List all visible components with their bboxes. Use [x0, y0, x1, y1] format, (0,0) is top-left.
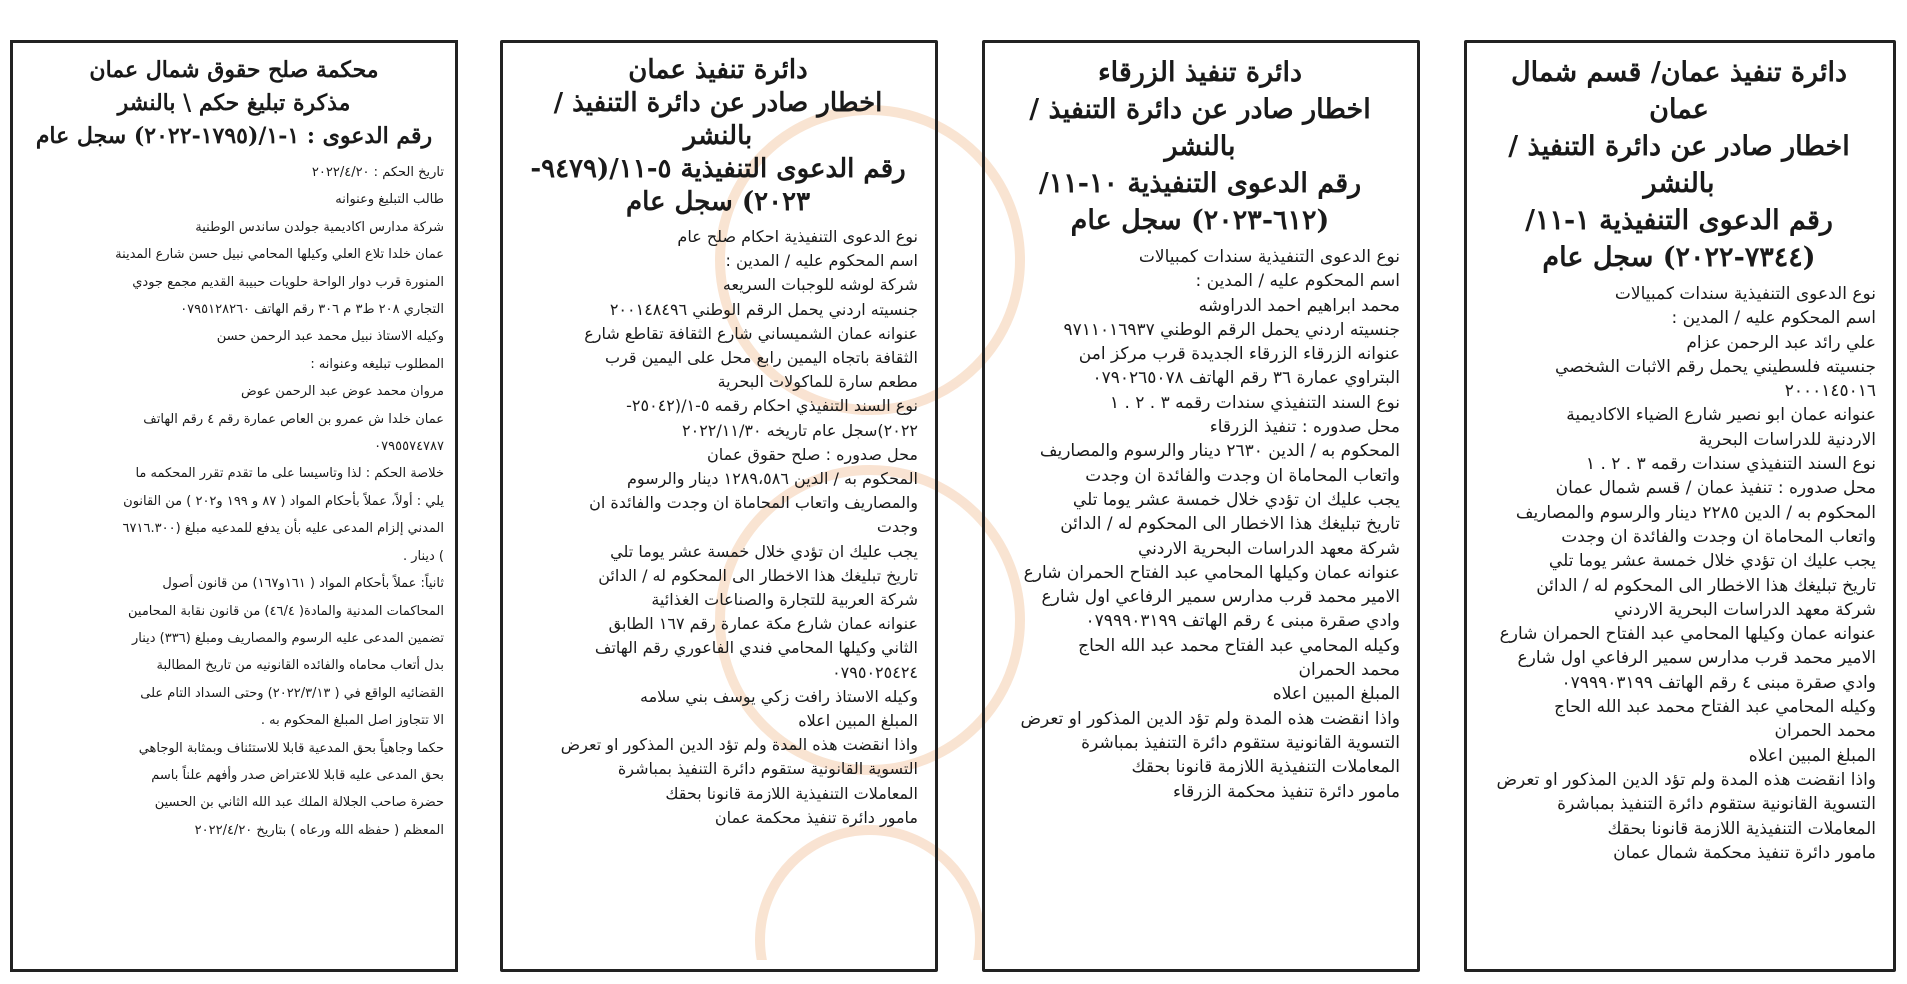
body-line: شركة مدارس اكاديمية جولدن ساندس الوطنية [195, 219, 444, 235]
body-line: المنورة قرب دوار الواحة حلويات حبيبة القديم مجمع جودي [132, 274, 444, 290]
title-line: محكمة صلح حقوق شمال عمان [89, 57, 379, 83]
body-line: واتعاب المحاماة ان وجدت والفائدة ان وجدت [1561, 526, 1876, 547]
body-line: عنوانه عمان الشميساني شارع الثقافة تقاطع شارع [584, 323, 918, 343]
notice-column-3 [500, 40, 938, 972]
body-line: المعظم ( حفظه الله ورعاه ) بتاريخ ٢٠٢٢/٤/٢٠ [194, 822, 444, 838]
title-line: ٢٠٢٣) سجل عام [625, 187, 811, 217]
body-line: المبلغ المبين اعلاه [1272, 684, 1400, 705]
body-line: تضمين المدعى عليه الرسوم والمصاريف ومبلغ (٣٣٦) دينار [131, 630, 444, 646]
body-line: تاريخ تبليغك هذا الاخطار الى المحكوم له / الدائن [598, 565, 918, 585]
body-line: شركة معهد الدراسات البحرية الاردني [1613, 599, 1876, 620]
body-line: المطلوب تبليغه وعنوانه : [310, 356, 444, 372]
body-line: نوع الدعوى التنفيذية احكام صلح عام [677, 227, 918, 246]
body-line: محل صدوره : تنفيذ الزرقاء [1209, 417, 1400, 438]
body-line: اسم المحكوم عليه / المدين : [1195, 271, 1400, 292]
body-line: مطعم سارة للماكولات البحرية [717, 372, 918, 392]
body-line: المحكوم به / الدين ٢٦٣٠ دينار والرسوم والمصاريف [1039, 441, 1400, 462]
notice-body [1000, 245, 1400, 804]
title-line: رقم الدعوى التنفيذية ٥-١١/(٩٤٧٩- [530, 154, 906, 184]
body-line: والمصاريف واتعاب المحاماة ان وجدت والفائدة ان [589, 493, 918, 513]
body-line: شركة لوشه للوجبات السريعه [722, 275, 918, 295]
body-line: وجدت [876, 517, 918, 537]
notice-body [24, 159, 444, 844]
body-line: التجاري ٢٠٨ ط٣ م ٣٠٦ رقم الهاتف ٠٧٩٥١٢٨٢٦٠ [180, 302, 444, 318]
body-line: خلاصة الحكم : لذا وتاسيسا على ما تقدم تقرر المحكمه ما [135, 466, 444, 482]
body-line: مروان محمد عوض عبد الرحمن عوض [240, 384, 444, 400]
notice-title [24, 54, 444, 153]
body-line: بدل أتعاب محاماه والفائده القانونيه من تاريخ المطالبة [156, 658, 444, 674]
body-line: جنسيته اردني يحمل الرقم الوطني ٩٧١١٠١٦٩٣٧ [1063, 319, 1400, 340]
body-line: ثانياً: عملاً بأحكام المواد ( ١٦١و١٦٧) من قانون أصول [162, 576, 444, 592]
body-line: مامور دائرة تنفيذ محكمة شمال عمان [1613, 842, 1876, 863]
title-line: دائرة تنفيذ عمان/ قسم شمال عمان [1511, 57, 1847, 125]
body-line: المحكوم به / الدين ١٢٨٩،٥٨٦ دينار والرسوم [627, 469, 918, 489]
body-line: وكيله الاستاذ نبيل محمد عبد الرحمن حسن [216, 329, 444, 345]
title-line: اخطار صادر عن دائرة التنفيذ / بالنشر [553, 88, 883, 151]
body-line: واذا انقضت هذه المدة ولم تؤد الدين المذكور او تعرض [1496, 769, 1876, 790]
body-line: عمان خلدا تلاع العلي وكيلها المحامي نبيل حسن شارع المدينة [115, 247, 444, 263]
body-line: نوع الدعوى التنفيذية سندات كمبيالات [1614, 284, 1876, 304]
title-line: (٧٣٤٤-٢٠٢٢) سجل عام [1542, 242, 1816, 273]
body-line: مامور دائرة تنفيذ محكمة عمان [714, 807, 918, 827]
title-line: (٦١٢-٢٠٢٣) سجل عام [1070, 205, 1330, 236]
notice-title [1482, 54, 1876, 276]
title-line: رقم الدعوى التنفيذية ١٠-١١/ [1038, 168, 1362, 199]
body-line: ٠٧٩٥٥٧٤٧٨٧ [374, 439, 444, 455]
body-line: محل صدوره : تنفيذ عمان / قسم شمال عمان [1555, 478, 1876, 499]
notice-column-1 [1464, 40, 1896, 972]
body-line: عنوانه عمان وكيلها المحامي عبد الفتاح الحمران شارع [1499, 624, 1876, 645]
body-line: واتعاب المحاماة ان وجدت والفائدة ان وجدت [1085, 465, 1400, 486]
body-line: اسم المحكوم عليه / المدين : [1671, 308, 1876, 329]
body-line: يجب عليك ان تؤدي خلال خمسة عشر يوما تلي [1548, 551, 1876, 572]
title-line: دائرة تنفيذ الزرقاء [1097, 57, 1303, 88]
body-line: محمد ابراهيم احمد الدراوشه [1198, 295, 1400, 316]
body-line: محمد الحمران [1298, 660, 1400, 681]
body-line: مامور دائرة تنفيذ محكمة الزرقاء [1172, 781, 1400, 802]
body-line: محمد الحمران [1774, 721, 1876, 742]
body-line: عمان خلدا ش عمرو بن العاص عمارة رقم ٤ رقم الهاتف [143, 411, 444, 427]
body-line: جنسيته فلسطيني يحمل رقم الاثبات الشخصي [1555, 356, 1876, 377]
body-line: الاردنية للدراسات البحرية [1698, 429, 1876, 450]
body-line: الثقافة باتجاه اليمين رابع محل على اليمين قرب [605, 348, 918, 368]
body-line: وكيله المحامي عبد الفتاح محمد عبد الله الحاج [1078, 635, 1400, 656]
body-line: شركة معهد الدراسات البحرية الاردني [1137, 538, 1400, 559]
body-line: المحاكمات المدنية والمادة( ٤٦/٤) من قانون نقابة المحامين [128, 603, 444, 619]
notice-title [1000, 54, 1400, 239]
body-line: المعاملات التنفيذية اللازمة قانونا بحقك [665, 783, 918, 803]
body-line: عنوانه عمان شارع مكة عمارة رقم ١٦٧ الطابق [608, 614, 918, 634]
notice-body [1482, 282, 1876, 865]
body-line: المعاملات التنفيذية اللازمة قانونا بحقك [1131, 757, 1400, 778]
notice-column-4 [10, 40, 458, 972]
body-line: وكيله الاستاذ رافت زكي يوسف بني سلامه [640, 686, 918, 706]
body-line: التسوية القانونية ستقوم دائرة التنفيذ بمباشرة [617, 759, 918, 779]
body-line: البتراوي عمارة ٣٦ رقم الهاتف ٠٧٩٠٢٦٥٠٧٨ [1092, 368, 1400, 389]
body-line: الثاني وكيلها المحامي فندي الفاعوري رقم الهاتف [594, 638, 918, 658]
body-line: القضائيه الواقع في ( ٢٠٢٢/٣/١٣) وحتى السداد التام على [140, 685, 444, 701]
body-line: نوع السند التنفيذي سندات رقمه ٣ . ٢ . ١ [1585, 454, 1876, 475]
body-line: واذا انقضت هذه المدة ولم تؤد الدين المذكور او تعرض [1020, 708, 1400, 729]
notice-body [518, 225, 918, 830]
body-line: يجب عليك ان تؤدي خلال خمسة عشر يوما تلي [610, 541, 918, 561]
body-line: طالب التبليغ وعنوانه [335, 192, 444, 208]
body-line: يلي : أولاً، عملاً بأحكام المواد ( ٨٧ و ١٩٩ و٢٠٢ ) من القانون [123, 493, 444, 509]
body-line: عنوانه عمان ابو نصير شارع الضياء الاكاديمية [1566, 405, 1876, 426]
body-line: المدني إلزام المدعى عليه بأن يدفع للمدعيه مبلغ (٦٧١٦.٣٠٠ [122, 521, 444, 537]
body-line: المحكوم به / الدين ٢٢٨٥ دينار والرسوم والمصاريف [1515, 502, 1876, 523]
body-line: ٠٧٩٥٠٢٥٤٢٤ [832, 662, 918, 682]
title-line: اخطار صادر عن دائرة التنفيذ / بالنشر [1029, 94, 1371, 162]
body-line: نوع السند التنفيذي سندات رقمه ٣ . ٢ . ١ [1109, 392, 1400, 413]
body-line: جنسيته اردني يحمل الرقم الوطني ٢٠٠١٤٨٤٩٦ [609, 299, 918, 319]
title-line: مذكرة تبليغ حكم \ بالنشر [117, 90, 351, 116]
body-line: ) دينار . [402, 548, 444, 564]
body-line: الا تتجاوز اصل المبلغ المحكوم به . [260, 713, 444, 729]
body-line: يجب عليك ان تؤدي خلال خمسة عشر يوما تلي [1072, 489, 1400, 510]
body-line: شركة العربية للتجارة والصناعات الغذائية [651, 590, 918, 610]
body-line: بحق المدعى عليه قابلا للاعتراض صدر وأفهم علناً باسم [151, 767, 444, 783]
body-line: وادي صقرة مبنى ٤ رقم الهاتف ٠٧٩٩٩٠٣١٩٩ [1085, 611, 1400, 632]
body-line: نوع السند التنفيذي احكام رقمه ٥-١/(٢٥٠٤٢- [626, 396, 918, 416]
body-line: حكما وجاهياً بحق المدعية قابلا للاستئناف وبمثابة الوجاهي [138, 740, 444, 756]
body-line: المبلغ المبين اعلاه [1748, 745, 1876, 766]
body-line: اسم المحكوم عليه / المدين : [725, 251, 918, 271]
body-line: تاريخ تبليغك هذا الاخطار الى المحكوم له / الدائن [1536, 575, 1876, 596]
body-line: المعاملات التنفيذية اللازمة قانونا بحقك [1607, 818, 1876, 839]
body-line: نوع الدعوى التنفيذية سندات كمبيالات [1138, 247, 1400, 267]
body-line: ٢٠٠٠١٤٥٠١٦ [1784, 381, 1876, 402]
title-line: رقم الدعوى التنفيذية ١-١١/ [1525, 205, 1833, 236]
body-line: ٢٠٢٢)سجل عام تاريخه ٢٠٢٢/١١/٣٠ [682, 420, 918, 440]
title-line: اخطار صادر عن دائرة التنفيذ / بالنشر [1508, 131, 1850, 199]
body-line: وادي صقرة مبنى ٤ رقم الهاتف ٠٧٩٩٩٠٣١٩٩ [1561, 672, 1876, 693]
title-line: رقم الدعوى : ١-١/(١٧٩٥-٢٠٢٢) سجل عام [35, 123, 433, 149]
body-line: تاريخ الحكم : ٢٠٢٢/٤/٢٠ [311, 165, 444, 180]
body-line: الامير محمد قرب مدارس سمير الرفاعي اول شارع [1517, 648, 1876, 669]
body-line: وكيله المحامي عبد الفتاح محمد عبد الله الحاج [1554, 697, 1876, 718]
body-line: عنوانه الزرقاء الزرقاء الجديدة قرب مركز امن [1078, 344, 1400, 365]
body-line: محل صدوره : صلح حقوق عمان [707, 444, 918, 464]
title-line: دائرة تنفيذ عمان [628, 55, 808, 85]
body-line: تاريخ تبليغك هذا الاخطار الى المحكوم له / الدائن [1060, 514, 1400, 535]
body-line: واذا انقضت هذه المدة ولم تؤد الدين المذكور او تعرض [560, 735, 918, 755]
notice-title [518, 54, 918, 219]
body-line: الامير محمد قرب مدارس سمير الرفاعي اول شارع [1041, 587, 1400, 608]
body-line: علي رائد عبد الرحمن عزام [1686, 332, 1876, 353]
body-line: التسوية القانونية ستقوم دائرة التنفيذ بمباشرة [1081, 732, 1400, 753]
body-line: حضرة صاحب الجلالة الملك عبد الله الثاني بن الحسين [154, 795, 444, 811]
body-line: عنوانه عمان وكيلها المحامي عبد الفتاح الحمران شارع [1023, 562, 1400, 583]
body-line: التسوية القانونية ستقوم دائرة التنفيذ بمباشرة [1557, 794, 1876, 815]
notice-column-2 [982, 40, 1420, 972]
body-line: المبلغ المبين اعلاه [798, 711, 918, 731]
